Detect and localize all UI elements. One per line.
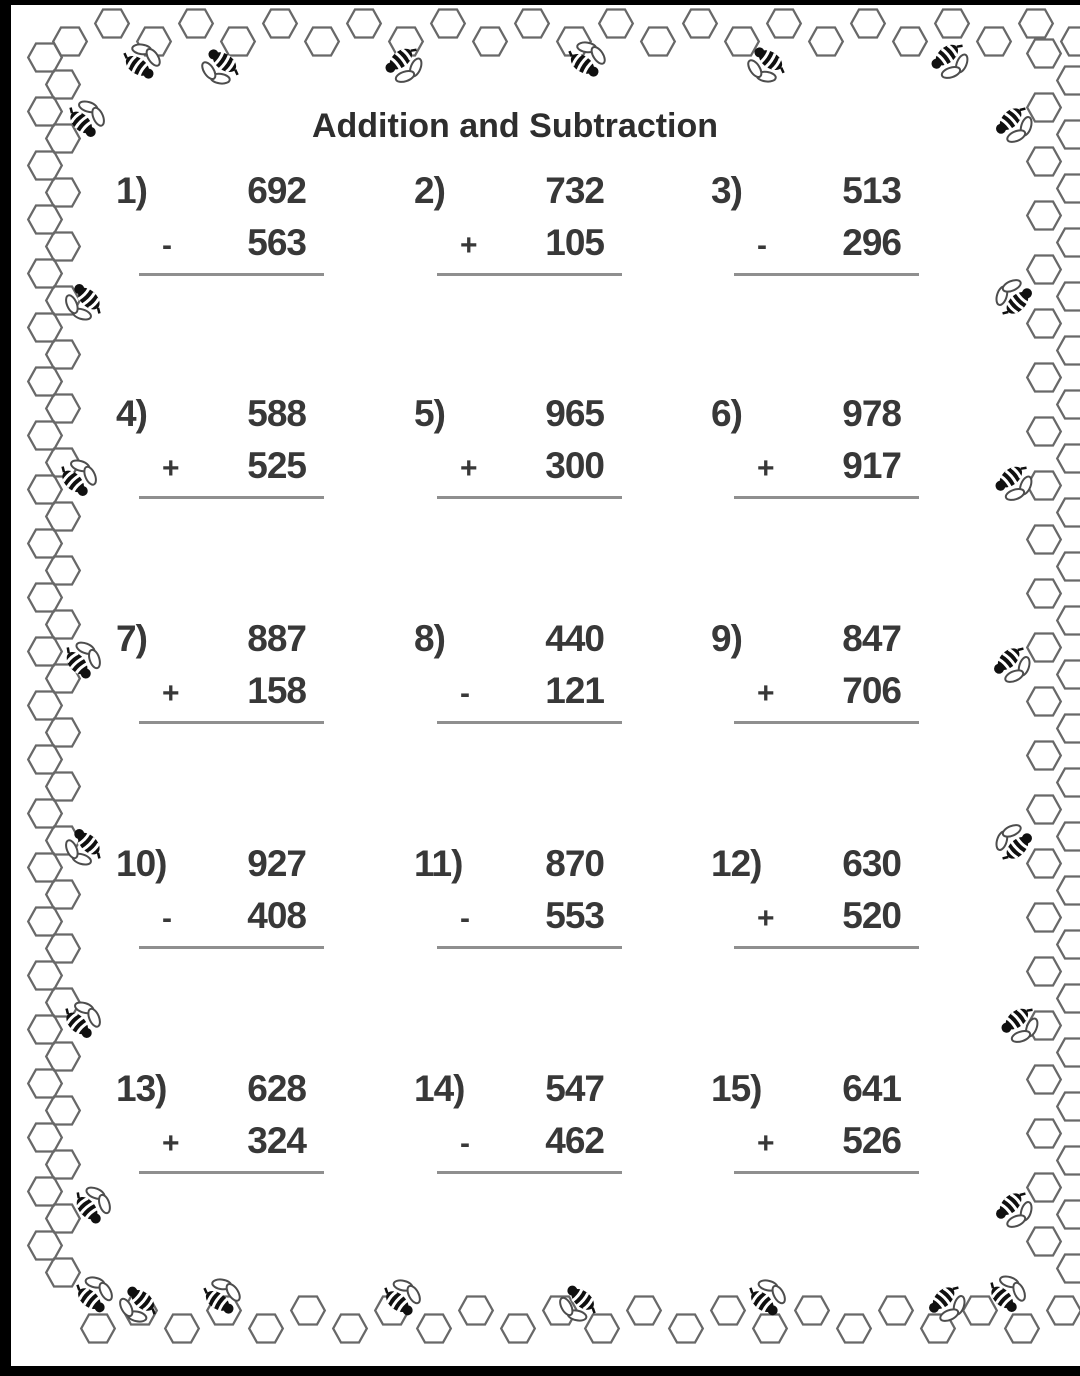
top-operand: 641 <box>842 1068 901 1109</box>
honeycomb-hexagon-icon <box>28 1070 62 1098</box>
top-operand: 978 <box>842 393 901 434</box>
answer-line <box>734 721 919 724</box>
honeycomb-hexagon-icon <box>1027 94 1061 122</box>
operator: - <box>460 1127 469 1160</box>
honeycomb-hexagon-icon <box>291 1297 325 1325</box>
bee-icon <box>997 1001 1046 1050</box>
math-problem-7 <box>110 613 306 717</box>
honeycomb-hexagon-icon <box>1057 1255 1080 1283</box>
problem-number: 9) <box>711 618 742 659</box>
honeycomb-hexagon-icon <box>46 1043 80 1071</box>
math-problem-9 <box>705 613 901 717</box>
problem-number: 3) <box>711 170 742 211</box>
honeycomb-hexagon-icon <box>28 206 62 234</box>
bee-icon <box>563 33 612 81</box>
problem-number: 2) <box>414 170 445 211</box>
honeycomb-hexagon-icon <box>347 10 381 38</box>
answer-line <box>139 1171 324 1174</box>
top-operand: 965 <box>545 393 604 434</box>
honeycomb-hexagon-icon <box>1027 580 1061 608</box>
honeycomb-hexagon-icon <box>46 1259 80 1287</box>
problem-number: 8) <box>414 618 445 659</box>
problem-number: 14) <box>414 1068 465 1109</box>
bee-icon <box>195 45 244 93</box>
honeycomb-hexagon-icon <box>1057 1039 1080 1067</box>
bee-icon <box>992 101 1041 150</box>
bottom-operand: 324 <box>247 1120 306 1161</box>
honeycomb-hexagon-icon <box>1027 256 1061 284</box>
bottom-operand: 300 <box>545 445 604 486</box>
honeycomb-hexagon-icon <box>1027 688 1061 716</box>
problem-number: 13) <box>116 1068 167 1109</box>
honeycomb-hexagon-icon <box>851 10 885 38</box>
bee-icon <box>58 825 107 874</box>
honeycomb-hexagon-icon <box>28 152 62 180</box>
problem-number: 11) <box>414 843 463 884</box>
bee-icon <box>381 41 430 90</box>
bee-icon <box>990 641 1039 690</box>
bottom-operand: 520 <box>842 895 901 936</box>
honeycomb-hexagon-icon <box>1057 1201 1080 1229</box>
honeycomb-hexagon-icon <box>1047 1297 1080 1325</box>
honeycomb-hexagon-icon <box>1027 634 1061 662</box>
problem-number: 1) <box>116 170 147 211</box>
operator: + <box>162 1127 179 1160</box>
honeycomb-hexagon-icon <box>1057 121 1080 149</box>
honeycomb-hexagon-icon <box>515 10 549 38</box>
operator: + <box>162 452 179 485</box>
top-operand: 870 <box>545 843 604 884</box>
bottom-operand: 553 <box>545 895 604 936</box>
math-problem-8 <box>408 613 604 717</box>
top-operand: 628 <box>247 1068 306 1109</box>
honeycomb-hexagon-icon <box>725 28 759 56</box>
honeycomb-hexagon-icon <box>1057 283 1080 311</box>
honeycomb-hexagon-icon <box>46 395 80 423</box>
problem-number: 5) <box>414 393 445 434</box>
honeycomb-hexagon-icon <box>46 233 80 261</box>
honeycomb-hexagon-icon <box>1027 742 1061 770</box>
bee-icon <box>987 272 1036 321</box>
honeycomb-hexagon-icon <box>1027 202 1061 230</box>
problem-number: 12) <box>711 843 762 884</box>
honeycomb-hexagon-icon <box>46 1205 80 1233</box>
honeycomb-hexagon-icon <box>28 854 62 882</box>
operator: - <box>757 229 766 262</box>
honeycomb-hexagon-icon <box>46 611 80 639</box>
bottom-operand: 917 <box>842 445 901 486</box>
math-problem-1 <box>110 165 306 269</box>
bee-icon <box>984 1267 1033 1316</box>
honeycomb-hexagon-icon <box>28 908 62 936</box>
honeycomb-hexagon-icon <box>28 962 62 990</box>
honeycomb-hexagon-icon <box>165 1315 199 1343</box>
operator: + <box>757 1127 774 1160</box>
honeycomb-hexagon-icon <box>28 800 62 828</box>
honeycomb-hexagon-icon <box>28 1124 62 1152</box>
answer-line <box>139 496 324 499</box>
problem-number: 15) <box>711 1068 762 1109</box>
bee-icon <box>927 37 976 86</box>
honeycomb-hexagon-icon <box>1027 958 1061 986</box>
honeycomb-hexagon-icon <box>249 1315 283 1343</box>
honeycomb-hexagon-icon <box>977 28 1011 56</box>
honeycomb-hexagon-icon <box>28 260 62 288</box>
problem-number: 7) <box>116 618 147 659</box>
honeycomb-hexagon-icon <box>1057 823 1080 851</box>
honeycomb-hexagon-icon <box>28 476 62 504</box>
math-problem-6 <box>705 388 901 492</box>
operator: + <box>460 229 477 262</box>
math-problem-4 <box>110 388 306 492</box>
math-problem-11 <box>408 838 604 942</box>
honeycomb-hexagon-icon <box>1057 175 1080 203</box>
honeycomb-hexagon-icon <box>46 179 80 207</box>
honeycomb-hexagon-icon <box>1057 553 1080 581</box>
problem-number: 6) <box>711 393 742 434</box>
honeycomb-hexagon-icon <box>1027 472 1061 500</box>
bottom-operand: 706 <box>842 670 901 711</box>
honeycomb-hexagon-icon <box>585 1315 619 1343</box>
math-problem-15 <box>705 1063 901 1167</box>
honeycomb-hexagon-icon <box>641 28 675 56</box>
bee-icon <box>118 35 167 83</box>
bottom-operand: 158 <box>247 670 306 711</box>
honeycomb-hexagon-icon <box>1057 607 1080 635</box>
honeycomb-hexagon-icon <box>1057 67 1080 95</box>
top-operand: 588 <box>247 393 306 434</box>
math-problem-13 <box>110 1063 306 1167</box>
honeycomb-hexagon-icon <box>46 1151 80 1179</box>
honeycomb-hexagon-icon <box>28 638 62 666</box>
honeycomb-hexagon-icon <box>28 1016 62 1044</box>
operator: - <box>460 902 469 935</box>
bottom-operand: 408 <box>247 895 306 936</box>
math-problem-12 <box>705 838 901 942</box>
honeycomb-hexagon-icon <box>1057 877 1080 905</box>
honeycomb-hexagon-icon <box>1057 445 1080 473</box>
honeycomb-hexagon-icon <box>963 1297 997 1325</box>
top-operand: 630 <box>842 843 901 884</box>
math-problem-5 <box>408 388 604 492</box>
problem-number: 10) <box>116 843 167 884</box>
honeycomb-hexagon-icon <box>1057 985 1080 1013</box>
honeycomb-hexagon-icon <box>501 1315 535 1343</box>
honeycomb-hexagon-icon <box>46 989 80 1017</box>
bee-icon <box>992 1186 1041 1235</box>
answer-line <box>139 273 324 276</box>
problem-number: 4) <box>116 393 147 434</box>
worksheet-title: Addition and Subtraction <box>311 106 719 145</box>
honeycomb-hexagon-icon <box>1057 769 1080 797</box>
bottom-operand: 526 <box>842 1120 901 1161</box>
honeycomb-hexagon-icon <box>46 881 80 909</box>
operator: - <box>460 677 469 710</box>
honeycomb-hexagon-icon <box>28 530 62 558</box>
honeycomb-hexagon-icon <box>1027 850 1061 878</box>
top-operand: 513 <box>842 170 901 211</box>
operator: - <box>162 229 171 262</box>
answer-line <box>437 946 622 949</box>
honeycomb-hexagon-icon <box>46 935 80 963</box>
honeycomb-hexagon-icon <box>46 773 80 801</box>
bottom-operand: 525 <box>247 445 306 486</box>
honeycomb-hexagon-icon <box>879 1297 913 1325</box>
honeycomb-hexagon-icon <box>1057 1147 1080 1175</box>
top-operand: 440 <box>545 618 604 659</box>
honeycomb-hexagon-icon <box>46 557 80 585</box>
honeycomb-hexagon-icon <box>95 10 129 38</box>
honeycomb-hexagon-icon <box>599 10 633 38</box>
math-problem-10 <box>110 838 306 942</box>
top-operand: 692 <box>247 170 306 211</box>
honeycomb-hexagon-icon <box>28 98 62 126</box>
honeycomb-hexagon-icon <box>795 1297 829 1325</box>
honeycomb-hexagon-icon <box>417 1315 451 1343</box>
honeycomb-hexagon-icon <box>1005 1315 1039 1343</box>
honeycomb-hexagon-icon <box>935 10 969 38</box>
top-operand: 732 <box>545 170 604 211</box>
operator: + <box>460 452 477 485</box>
operator: + <box>757 677 774 710</box>
bottom-operand: 105 <box>545 222 604 263</box>
bee-icon <box>741 43 790 91</box>
honeycomb-hexagon-icon <box>1057 229 1080 257</box>
math-problem-14 <box>408 1063 604 1167</box>
honeycomb-hexagon-icon <box>1019 10 1053 38</box>
math-problem-3 <box>705 165 901 269</box>
honeycomb-hexagon-icon <box>431 10 465 38</box>
honeycomb-hexagon-icon <box>1027 418 1061 446</box>
honeycomb-hexagon-icon <box>46 719 80 747</box>
honeycomb-hexagon-icon <box>1027 1120 1061 1148</box>
honeycomb-border-right <box>1027 40 1080 1283</box>
answer-line <box>734 946 919 949</box>
honeycomb-hexagon-icon <box>28 422 62 450</box>
honeycomb-hexagon-icon <box>46 1097 80 1125</box>
answer-line <box>734 496 919 499</box>
bee-icon <box>69 1178 118 1227</box>
honeycomb-hexagon-icon <box>1057 499 1080 527</box>
honeycomb-hexagon-icon <box>809 28 843 56</box>
answer-line <box>437 273 622 276</box>
honeycomb-hexagon-icon <box>81 1315 115 1343</box>
top-operand: 927 <box>247 843 306 884</box>
honeycomb-hexagon-icon <box>46 503 80 531</box>
honeycomb-hexagon-icon <box>1057 931 1080 959</box>
honeycomb-hexagon-icon <box>1027 148 1061 176</box>
answer-line <box>139 721 324 724</box>
honeycomb-hexagon-icon <box>837 1315 871 1343</box>
honeycomb-hexagon-icon <box>1027 1174 1061 1202</box>
honeycomb-hexagon-icon <box>305 28 339 56</box>
bottom-operand: 121 <box>545 670 604 711</box>
honeycomb-hexagon-icon <box>28 584 62 612</box>
honeycomb-hexagon-icon <box>1027 904 1061 932</box>
honeycomb-hexagon-icon <box>1027 40 1061 68</box>
honeycomb-hexagon-icon <box>1057 337 1080 365</box>
top-operand: 547 <box>545 1068 604 1109</box>
honeycomb-hexagon-icon <box>179 10 213 38</box>
honeycomb-hexagon-icon <box>1027 1066 1061 1094</box>
honeycomb-hexagon-icon <box>1027 1228 1061 1256</box>
honeycomb-hexagon-icon <box>627 1297 661 1325</box>
honeycomb-hexagon-icon <box>473 28 507 56</box>
honeycomb-hexagon-icon <box>1057 715 1080 743</box>
honeycomb-hexagon-icon <box>1027 364 1061 392</box>
answer-line <box>139 946 324 949</box>
honeycomb-hexagon-icon <box>28 1232 62 1260</box>
honeycomb-hexagon-icon <box>333 1315 367 1343</box>
honeycomb-hexagon-icon <box>1061 28 1080 56</box>
honeycomb-hexagon-icon <box>753 1315 787 1343</box>
operator: + <box>757 902 774 935</box>
bottom-operand: 296 <box>842 222 901 263</box>
honeycomb-hexagon-icon <box>28 314 62 342</box>
bee-icon <box>991 459 1040 508</box>
operator: - <box>162 902 171 935</box>
honeycomb-hexagon-icon <box>221 28 255 56</box>
honeycomb-hexagon-icon <box>1057 391 1080 419</box>
honeycomb-hexagon-icon <box>459 1297 493 1325</box>
honeycomb-hexagon-icon <box>28 1178 62 1206</box>
honeycomb-hexagon-icon <box>46 341 80 369</box>
honeycomb-hexagon-icon <box>767 10 801 38</box>
bee-icon <box>59 993 108 1042</box>
top-operand: 887 <box>247 618 306 659</box>
answer-line <box>734 1171 919 1174</box>
honeycomb-hexagon-icon <box>46 71 80 99</box>
honeycomb-hexagon-icon <box>1027 310 1061 338</box>
operator: + <box>162 677 179 710</box>
honeycomb-hexagon-icon <box>1057 661 1080 689</box>
math-problem-2 <box>408 165 604 269</box>
honeycomb-hexagon-icon <box>263 10 297 38</box>
honeycomb-hexagon-icon <box>28 692 62 720</box>
bottom-operand: 462 <box>545 1120 604 1161</box>
answer-line <box>437 496 622 499</box>
top-operand: 847 <box>842 618 901 659</box>
honeycomb-hexagon-icon <box>711 1297 745 1325</box>
bee-icon <box>743 1271 792 1320</box>
honeycomb-hexagon-icon <box>1027 796 1061 824</box>
honeycomb-hexagon-icon <box>683 10 717 38</box>
honeycomb-hexagon-icon <box>669 1315 703 1343</box>
answer-line <box>437 721 622 724</box>
honeycomb-hexagon-icon <box>1027 526 1061 554</box>
honeycomb-hexagon-icon <box>28 746 62 774</box>
bee-icon <box>59 633 108 682</box>
honeycomb-hexagon-icon <box>1057 1093 1080 1121</box>
honeycomb-hexagon-icon <box>28 44 62 72</box>
honeycomb-border-top <box>53 10 1080 56</box>
answer-line <box>437 1171 622 1174</box>
bee-icon <box>553 1281 602 1330</box>
honeycomb-hexagon-icon <box>28 368 62 396</box>
answer-line <box>734 273 919 276</box>
honeycomb-hexagon-icon <box>46 125 80 153</box>
operator: + <box>757 452 774 485</box>
honeycomb-hexagon-icon <box>893 28 927 56</box>
bottom-operand: 563 <box>247 222 306 263</box>
